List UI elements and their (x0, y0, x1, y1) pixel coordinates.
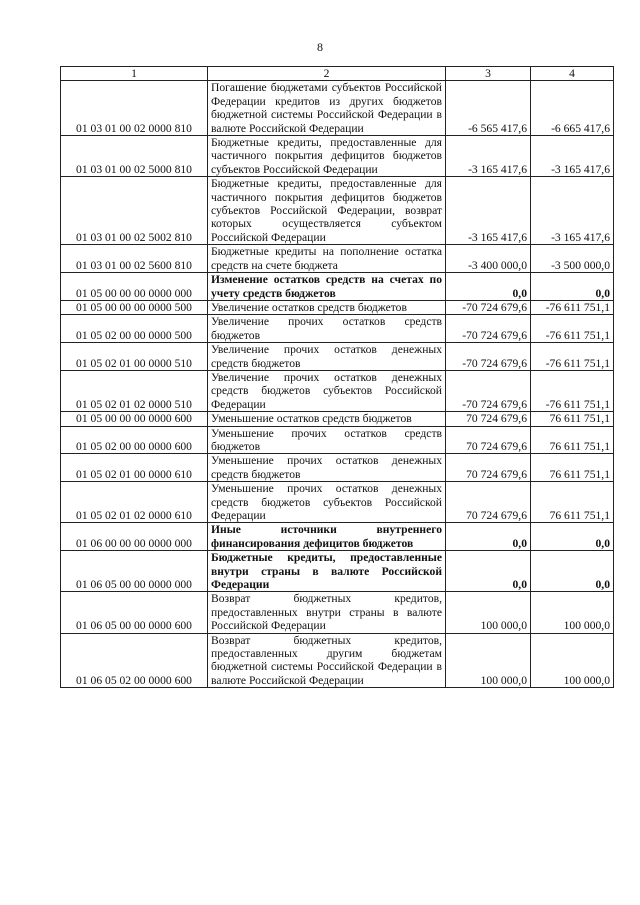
value-col-4-cell: 0,0 (531, 523, 614, 551)
description-cell: Иные источники внутреннего финансирования дефицитов бюджетов (208, 523, 446, 551)
budget-sources-table (60, 66, 614, 688)
value-col-3-cell: -3 400 000,0 (446, 245, 531, 273)
description-cell: Бюджетные кредиты, предоставленные для частичного покрытия дефицитов бюджетов субъектов Российской Федерации (208, 136, 446, 177)
header-col-3: 3 (446, 67, 531, 81)
description-cell: Возврат бюджетных кредитов, предоставленных другим бюджетам бюджетной системы Российской Федерации в валюте Российской Федерации (208, 633, 446, 688)
table-row (61, 300, 614, 314)
budget-code-cell: 01 05 02 01 00 0000 610 (61, 454, 208, 482)
value-col-3-cell: -6 565 417,6 (446, 81, 531, 136)
value-col-4-cell: 100 000,0 (531, 633, 614, 688)
value-col-3-cell: -70 724 679,6 (446, 315, 531, 343)
budget-code-cell: 01 03 01 00 02 5600 810 (61, 245, 208, 273)
table-row (61, 454, 614, 482)
table-header-row (61, 67, 614, 81)
value-col-4-cell: 100 000,0 (531, 592, 614, 633)
value-col-4-cell: 76 611 751,1 (531, 454, 614, 482)
description-cell: Бюджетные кредиты, предоставленные для частичного покрытия дефицитов бюджетов субъектов Российской Федерации, возврат которых осуществляется субъектом Российской Федерации (208, 177, 446, 245)
description-cell: Изменение остатков средств на счетах по учету средств бюджетов (208, 273, 446, 301)
value-col-3-cell: 0,0 (446, 551, 531, 592)
value-col-3-cell: -70 724 679,6 (446, 300, 531, 314)
description-cell: Уменьшение остатков средств бюджетов (208, 412, 446, 426)
table-row (61, 81, 614, 136)
description-cell: Увеличение остатков средств бюджетов (208, 300, 446, 314)
budget-code-cell: 01 06 05 00 00 0000 000 (61, 551, 208, 592)
budget-code-cell: 01 05 02 01 02 0000 610 (61, 482, 208, 523)
description-cell: Увеличение прочих остатков денежных средств бюджетов (208, 343, 446, 371)
description-cell: Бюджетные кредиты, предоставленные внутри страны в валюте Российской Федерации (208, 551, 446, 592)
table-row (61, 343, 614, 371)
value-col-3-cell: 70 724 679,6 (446, 454, 531, 482)
table-row (61, 273, 614, 301)
value-col-4-cell: -76 611 751,1 (531, 343, 614, 371)
table-row (61, 426, 614, 454)
table-row (61, 633, 614, 688)
budget-code-cell: 01 05 02 00 00 0000 500 (61, 315, 208, 343)
budget-code-cell: 01 06 05 02 00 0000 600 (61, 633, 208, 688)
table-row (61, 551, 614, 592)
value-col-3-cell: 70 724 679,6 (446, 412, 531, 426)
description-cell: Увеличение прочих остатков денежных средств бюджетов субъектов Российской Федерации (208, 370, 446, 411)
value-col-3-cell: 100 000,0 (446, 592, 531, 633)
description-cell: Возврат бюджетных кредитов, предоставленных внутри страны в валюте Российской Федерации (208, 592, 446, 633)
value-col-3-cell: 70 724 679,6 (446, 482, 531, 523)
value-col-3-cell: -3 165 417,6 (446, 136, 531, 177)
value-col-4-cell: 76 611 751,1 (531, 426, 614, 454)
value-col-3-cell: 100 000,0 (446, 633, 531, 688)
table-row (61, 177, 614, 245)
budget-code-cell: 01 05 00 00 00 0000 500 (61, 300, 208, 314)
value-col-4-cell: -76 611 751,1 (531, 370, 614, 411)
table-row (61, 482, 614, 523)
table-row (61, 412, 614, 426)
budget-code-cell: 01 05 00 00 00 0000 000 (61, 273, 208, 301)
budget-code-cell: 01 06 00 00 00 0000 000 (61, 523, 208, 551)
header-col-4: 4 (531, 67, 614, 81)
table-row (61, 523, 614, 551)
value-col-4-cell: -3 165 417,6 (531, 177, 614, 245)
value-col-3-cell: -3 165 417,6 (446, 177, 531, 245)
budget-code-cell: 01 03 01 00 02 5002 810 (61, 177, 208, 245)
table-body (61, 81, 614, 688)
value-col-4-cell: -3 165 417,6 (531, 136, 614, 177)
description-cell: Бюджетные кредиты на пополнение остатка средств на счете бюджета (208, 245, 446, 273)
value-col-3-cell: 70 724 679,6 (446, 426, 531, 454)
description-cell: Погашение бюджетами субъектов Российской Федерации кредитов из других бюджетов бюджетной системы Российской Федерации в валюте Российской Федерации (208, 81, 446, 136)
header-col-1: 1 (61, 67, 208, 81)
table-row (61, 136, 614, 177)
page-number: 8 (317, 40, 323, 54)
value-col-4-cell: 76 611 751,1 (531, 412, 614, 426)
table-row (61, 245, 614, 273)
description-cell: Уменьшение прочих остатков средств бюджетов (208, 426, 446, 454)
value-col-4-cell: -6 665 417,6 (531, 81, 614, 136)
value-col-3-cell: -70 724 679,6 (446, 343, 531, 371)
value-col-4-cell: -3 500 000,0 (531, 245, 614, 273)
value-col-4-cell: 0,0 (531, 551, 614, 592)
value-col-4-cell: 0,0 (531, 273, 614, 301)
value-col-4-cell: 76 611 751,1 (531, 482, 614, 523)
budget-code-cell: 01 03 01 00 02 0000 810 (61, 81, 208, 136)
budget-code-cell: 01 03 01 00 02 5000 810 (61, 136, 208, 177)
value-col-4-cell: -76 611 751,1 (531, 315, 614, 343)
table-row (61, 315, 614, 343)
value-col-3-cell: -70 724 679,6 (446, 370, 531, 411)
budget-code-cell: 01 06 05 00 00 0000 600 (61, 592, 208, 633)
table-row (61, 370, 614, 411)
budget-code-cell: 01 05 02 01 00 0000 510 (61, 343, 208, 371)
header-col-2: 2 (208, 67, 446, 81)
value-col-4-cell: -76 611 751,1 (531, 300, 614, 314)
description-cell: Уменьшение прочих остатков денежных средств бюджетов (208, 454, 446, 482)
budget-code-cell: 01 05 02 01 02 0000 510 (61, 370, 208, 411)
value-col-3-cell: 0,0 (446, 523, 531, 551)
value-col-3-cell: 0,0 (446, 273, 531, 301)
description-cell: Уменьшение прочих остатков денежных средств бюджетов субъектов Российской Федерации (208, 482, 446, 523)
description-cell: Увеличение прочих остатков средств бюджетов (208, 315, 446, 343)
budget-code-cell: 01 05 02 00 00 0000 600 (61, 426, 208, 454)
table-row (61, 592, 614, 633)
budget-code-cell: 01 05 00 00 00 0000 600 (61, 412, 208, 426)
